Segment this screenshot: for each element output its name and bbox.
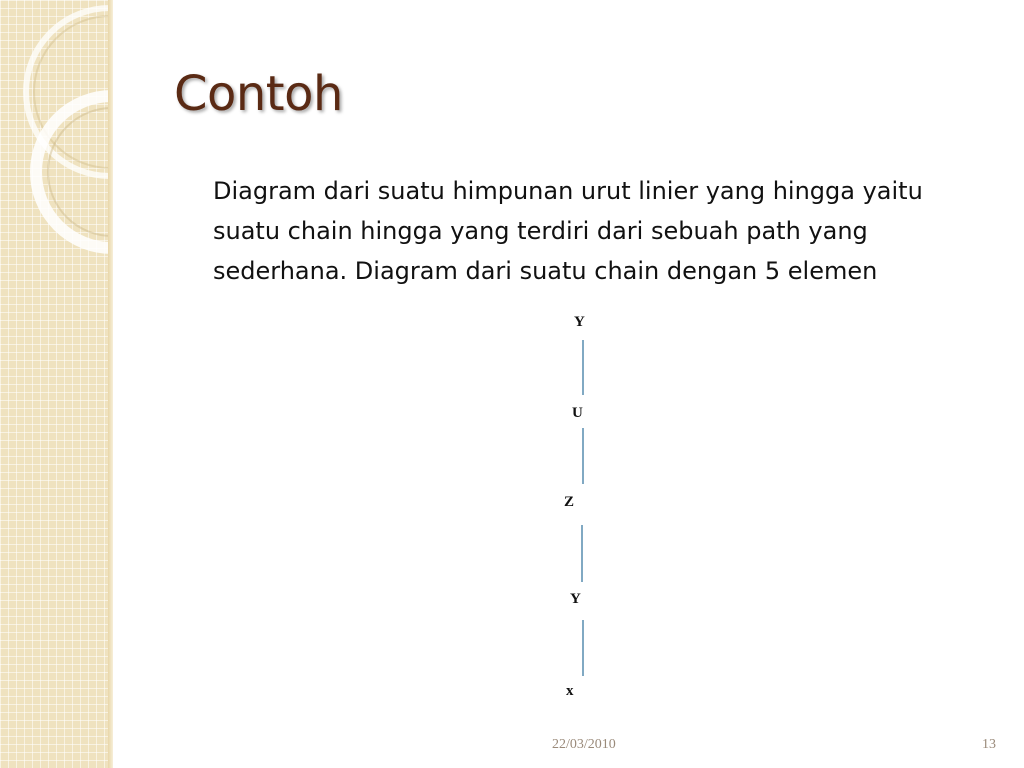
slide-body-text: Diagram dari suatu himpunan urut linier yang hingga yaitu suatu chain hingga yang terdiri dari sebuah path yang sederhana. Diagram dari suatu chain dengan 5 elemen bbox=[213, 177, 923, 285]
slide-page-number: 13 bbox=[982, 737, 996, 752]
chain-element-4: Y bbox=[570, 591, 581, 607]
chain-element-1: Y bbox=[574, 314, 585, 330]
slide-title: Contoh bbox=[174, 66, 343, 122]
chain-element-2: U bbox=[572, 405, 583, 421]
chain-element-5: x bbox=[566, 683, 574, 699]
chain-element-3: Z bbox=[564, 494, 575, 510]
footer-date: 22/03/2010 bbox=[552, 737, 616, 752]
